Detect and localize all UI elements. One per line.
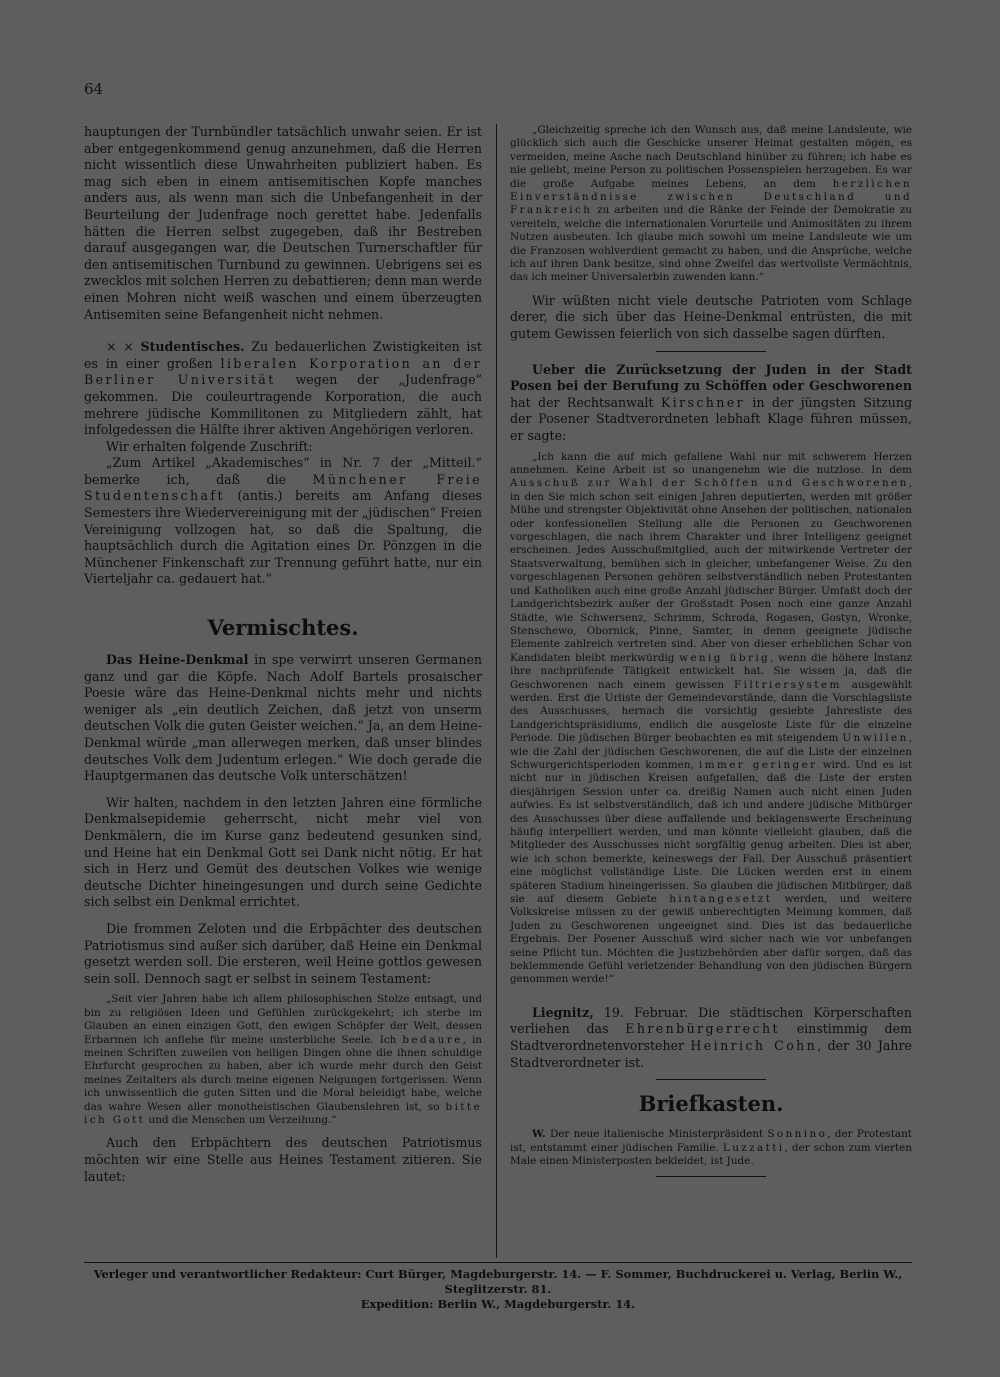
paragraph-liegnitz: Liegnitz, 19. Februar. Die städtischen Körperschaften verliehen das Ehrenbürgerrecht einstimmig dem Stadtverordnetenvorsteher Heinrich Cohn, der 30 Jahre Stadtverordneter ist. bbox=[510, 1004, 912, 1070]
spaced-text: bedaure bbox=[402, 1033, 463, 1046]
heine-denkmal-title: Das Heine-Denkmal bbox=[106, 652, 249, 668]
paragraph-denkmalsepidemie: Wir halten, nachdem in den letzten Jahren eine förmliche Denkmalsepidemie geherrscht, nicht mehr viel von Denkmälern, die im Kurse ganz bedeutend gesunken sind, und Heine hat ein Denkmal Gott sei Dank nicht nötig. Er hat sich in Herz und Gemüt des deutschen Volkes wie wenige deutsche Dichter hineingesungen und durch seine Gedichte sich selbst ein Denkmal errichtet. bbox=[84, 794, 482, 910]
spaced-text: Kirschner bbox=[660, 394, 746, 410]
liegnitz-title: Liegnitz, bbox=[532, 1004, 594, 1020]
paragraph-zuschrift-intro: Wir erhalten folgende Zuschrift: bbox=[106, 438, 313, 454]
spaced-text: liberalen Korporation an der Berliner Universität bbox=[84, 355, 482, 388]
paragraph-erbpaechter: Auch den Erbpächtern des deutschen Patriotismus möchten wir eine Stelle aus Heines Testament zitieren. Sie lautet: bbox=[84, 1135, 482, 1184]
imprint-line-expedition: Expedition: Berlin W., Magdeburgerstr. 14. bbox=[360, 1297, 636, 1311]
posen-title: Ueber die Zurücksetzung der Juden in der Stadt Posen bei der Berufung zu Schöffen oder Geschworenen bbox=[510, 361, 912, 394]
left-column bbox=[84, 124, 482, 1185]
spaced-text: wenig übrig bbox=[679, 651, 771, 664]
spaced-text: Heinrich Cohn bbox=[690, 1038, 818, 1054]
footer-rule bbox=[84, 1262, 912, 1263]
section-heading-briefkasten: Briefkasten. bbox=[638, 1091, 784, 1117]
paragraph-heine-denkmal: Das Heine-Denkmal in spe verwirrt unseren Germanen ganz und gar die Köpfe. Nach Adolf Bartels prosaischer Poesie wäre das Heine-Denkmal nichts mehr und nichts weniger als „ein deutlich Zeichen, daß jetzt von unserm deutschen Volk die guten Geister weichen.“ Ja, an dem Heine-Denkmal würde „man allerwegen merken, daß unser blindes deutsches Volk dem Judentum erlegen.“ Wie doch gerade die Hauptgermanen das deutsche Volk unterschätzen! bbox=[84, 652, 483, 784]
paragraph-briefkasten: W. Der neue italienische Ministerpräsident Sonnino, der Protestant ist, entstammt einer jüdischen Familie. Luzzatti, der schon zum vierten Male einen Ministerposten bekleidet, ist Jude. bbox=[510, 1128, 913, 1168]
section-heading-vermischtes: Vermischtes. bbox=[207, 615, 359, 641]
section-rule bbox=[656, 351, 766, 352]
paragraph-studentisches: × × Studentisches. Zu bedauerlichen Zwistigkeiten ist es in einer großen liberalen Korporation an der Berliner Universität wegen der „Judenfrage“ gekommen. Die couleurtragende Korporation, die auch mehrere jüdische Kommilitonen zu Mitgliedern zählt, hat infolgedessen die Hälfte ihrer aktiven Angehörigen verloren. bbox=[84, 339, 482, 438]
briefkasten-initial: W. bbox=[532, 1128, 546, 1141]
spaced-text: Sonnino bbox=[767, 1128, 828, 1141]
paragraph-posen: Ueber die Zurücksetzung der Juden in der Stadt Posen bei der Berufung zu Schöffen oder Geschworenen hat der Rechtsanwalt Kirschner in der jüngsten Sitzung der Posener Stadtverordneten lebhaft Klage führen müssen, er sagte: bbox=[510, 361, 913, 444]
section-rule bbox=[656, 1176, 766, 1177]
section-marker: × × bbox=[106, 339, 134, 355]
spaced-text: herzlichen Einverständnisse zwischen Deutschland und Frankreich bbox=[510, 177, 912, 217]
spaced-text: bitte ich Gott bbox=[84, 1100, 482, 1126]
spaced-text: Ehrenbürgerrecht bbox=[625, 1021, 780, 1037]
spaced-text: Ausschuß zur Wahl der Schöffen und Geschworenen bbox=[510, 477, 909, 490]
paragraph-patrioten: Wir wüßten nicht viele deutsche Patrioten vom Schlage derer, die sich über das Heine-Denkmal entrüsten, die mit gutem Gewissen feierlich von sich dasselbe sagen dürften. bbox=[510, 292, 912, 342]
section-rule bbox=[656, 1079, 766, 1080]
spaced-text: hintangesetzt bbox=[669, 893, 773, 906]
spaced-text: Münchener Freie Studentenschaft bbox=[84, 471, 483, 504]
page-number: 64 bbox=[84, 80, 104, 98]
paragraph-zuschrift: „Zum Artikel „Akademisches“ in Nr. 7 der „Mitteil.“ bemerke ich, daß die Münchener Freie Studentenschaft (antis.) bereits am Anfang dieses Semesters ihre Wiedervereinigung mit der „jüdischen“ Freien Vereinigung vollzogen hat, so daß die Spaltung, die hauptsächlich durch die Agitation eines Dr. Pönzgen in die Münchener Finkenschaft zur Trennung geführt hatte, nur ein Vierteljahr ca. gedauert hat.“ bbox=[84, 455, 483, 587]
imprint-line-publisher: Verleger und verantwortlicher Redakteur: Curt Bürger, Magdeburgerstr. 14. — F. Sommer, Buchdruckerei u. Verlag, Berlin W., Steglitzerstr. 81. bbox=[93, 1267, 903, 1296]
spaced-text: Luzzatti bbox=[722, 1141, 785, 1154]
right-column bbox=[510, 124, 912, 1187]
imprint-footer bbox=[84, 1267, 912, 1312]
spaced-text: immer geringer bbox=[699, 758, 818, 771]
spaced-text: Unwillen bbox=[842, 732, 909, 745]
spaced-text: Filtriersystem bbox=[733, 678, 842, 691]
paragraph-zeloten: Die frommen Zeloten und die Erbpächter des deutschen Patriotismus sind außer sich darüber, daß Heine ein Denkmal gesetzt werden soll. Die ersteren, weil Heine gottlos gewesen sein soll. Dennoch sagt er selbst in seinem Testament: bbox=[84, 920, 482, 986]
column-divider bbox=[496, 124, 497, 1258]
quote-heine-testament: „Seit vier Jahren habe ich allem philosophischen Stolze entsagt, und bin zu religiösen Ideen und Gefühlen zurückgekehrt; ich sterbe im Glauben an einen einzigen Gott, den ewigen Schöpfer der Welt, dessen Erbarmen ich anflehe für meine unsterbliche Seele. Ich bedaure, in meinen Schriften zuweilen von heiligen Dingen ohne die ihnen schuldige Ehrfurcht gesprochen zu haben, aber ich wurde mehr durch den Geist meines Zeitalters als durch meine eigenen Neigungen fortgerissen. Wenn ich unwissentlich die guten Sitten und die Moral beleidigt habe, welche das wahre Wesen aller monotheistischen Glaubenslehren ist, so bitte ich Gott und die Menschen um Verzeihung.“ bbox=[84, 993, 482, 1126]
studentisches-title: Studentisches. bbox=[140, 339, 245, 355]
quote-heine-asche: „Gleichzeitig spreche ich den Wunsch aus, daß meine Landsleute, wie glücklich sich auch die Geschicke unserer Heimat gestalten mögen, es vermeiden, meine Asche nach Deutschland hinüber zu führen; ich habe es nie geliebt, meine Person zu politischen Possenspielen herzugeben. Es war die große Aufgabe meines Lebens, an dem herzlichen Einverständnisse zwischen Deutschland und Frankreich zu arbeiten und die Ränke der Feinde der Demokratie zu vereiteln, welche die internationalen Vorurteile und Animositäten zu ihrem Nutzen ausbeuten. Ich glaube mich sowohl um meine Landsleute wie um die Franzosen wohlverdient gemacht zu haben, und die Ansprüche, welche ich auf ihren Dank besitze, sind ohne Zweifel das wertvollste Vermächtnis, das ich meiner Universalerbin zuwenden kann.“ bbox=[510, 124, 912, 284]
paragraph-turnbund: hauptungen der Turnbündler tatsächlich unwahr seien. Er ist aber entgegenkommend genug anzunehmen, daß die Herren nicht wissentlich diese Unwahrheiten publiziert haben. Es mag sich eben in einem antisemitischen Kopfe manches anders aus, als wenn man sich die Unbefangenheit in der Beurteilung der Judenfrage noch gerettet habe. Jedenfalls hätten die Herren selbst zugegeben, daß ihr Bestreben darauf ausgegangen war, die Deutschen Turnerschaftler für den antisemitischen Turnbund zu gewinnen. Uebrigens sei es zwecklos mit solchen Herren zu debattieren; denn man werde einen Mohren nicht weiß waschen und einem überzeugten Antisemiten seine Befangenheit nicht nehmen. bbox=[84, 124, 482, 322]
quote-kirschner: „Ich kann die auf mich gefallene Wahl nur mit schwerem Herzen annehmen. Keine Arbeit ist so unangenehm wie die nutzlose. In dem Ausschuß zur Wahl der Schöffen und Geschworenen, in den Sie mich schon seit einigen Jahren deputierten, werden mit größer Mühe und strengster Objektivität ohne Ansehen der politischen, nationalen oder konfessionellen Stellung alle die Personen zu Geschworenen vorgeschlagen, die nach ihrem Charakter und ihrer Intelligenz geeignet erscheinen. Jedes Ausschußmitglied, auch der mitwirkende Vertreter der Staatsverwaltung, bemühen sich in gleicher, unbefangener Weise. Zu den vorgeschlagenen Personen gehören selbstverständlich neben Protestanten und Katholiken auch eine große Anzahl jüdischer Bürger. Umfaßt doch der Landgerichtsbezirk außer der Großstadt Posen noch eine ganze Anzahl Städte, wie Schwersenz, Schrimm, Schroda, Rogasen, Gostyn, Wronke, Stenschewo, Obornick, Pinne, Samter, in denen geeignete jüdische Elemente zahlreich vertreten sind. Aber von dieser erheblichen Schar von Kandidaten bleibt merkwürdig wenig übrig, wenn die höhere Instanz ihre nachprüfende Tätigkeit entwickelt hat. Sie wissen ja, daß die Geschworenen nach einem gewissen Filtriersystem ausgewählt werden. Erst die Urliste der Gemeindevorstände, dann die Vorschlagsliste des Ausschusses, hernach die vorsichtig gesiebte Jahresliste des Landgerichtspräsidiums, endlich die ausgeloste Liste für die einzelne Periode. Die jüdischen Bürger beobachten es mit steigendem Unwillen, wie die Zahl der jüdischen Geschworenen, die auf die Liste der einzelnen Schwurgerichtsperioden kommen, immer geringer wird. Und es ist nicht nur in jüdischen Kreisen aufgefallen, daß die Liste der ersten diesjährigen Session unter ca. dreißig Namen auch nicht einen Juden aufwies. Es ist selbstverständlich, daß ich und andere jüdische Mitbürger des Ausschusses über diese auffallende und beklagenswerte Erscheinung häufig interpelliert werden, und man könnte vielleicht glauben, daß die Mitglieder des Ausschusses nicht sorgfältig genug arbeiten. Dies ist aber, wie ich schon bemerkte, keineswegs der Fall. Der Ausschuß präsentiert eine möglichst vollständige Liste. Die Lücken werden erst in einem späteren Stadium hineingerissen. So glauben die jüdischen Mitbürger, daß sie auf diesem Gebiete hintangesetzt werden, und weitere Volkskreise müssen zu der gewiß unberechtigten Meinung kommen, daß Juden zu Geschworenen ungeeignet sind. Dies ist das bedauerliche Ergebnis. Der Posener Ausschuß wird sicher nach wie vor unbefangen seine Pflicht tun. Möchten die Justizbehörden aber dafür sorgen, daß das beklemmende Gefühl verletzender Behandlung von den jüdischen Bürgern genommen werde!“ bbox=[510, 450, 912, 986]
